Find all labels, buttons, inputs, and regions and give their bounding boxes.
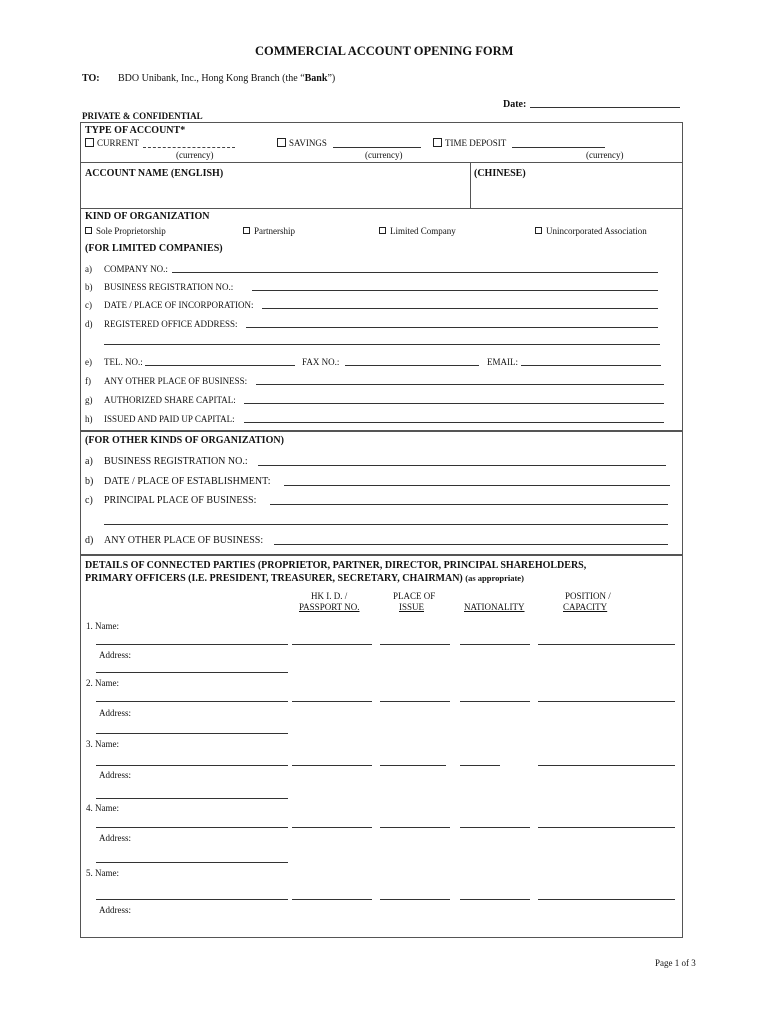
party-address-field[interactable] [96, 672, 288, 673]
item-letter: a) [85, 456, 93, 467]
party-issue-field[interactable] [380, 827, 450, 828]
item-letter: h) [85, 414, 93, 424]
party-position-field[interactable] [538, 899, 675, 900]
other-business-registration-label: BUSINESS REGISTRATION NO.: [104, 456, 248, 467]
party-number: 1. Name: [86, 621, 119, 631]
item-letter: b) [85, 476, 94, 487]
private-confidential: PRIVATE & CONFIDENTIAL [82, 111, 203, 121]
item-letter: c) [85, 495, 93, 506]
checkbox-icon[interactable] [277, 138, 286, 147]
party-address-field[interactable] [96, 733, 288, 734]
business-registration-field[interactable] [252, 290, 658, 291]
type-of-account-heading: TYPE OF ACCOUNT* [85, 125, 186, 136]
savings-option[interactable]: SAVINGS [277, 138, 327, 148]
checkbox-icon[interactable] [379, 227, 386, 234]
email-label: EMAIL: [487, 357, 518, 367]
other-place-field[interactable] [256, 384, 664, 385]
connected-parties-heading-1: DETAILS OF CONNECTED PARTIES (PROPRIETOR, PARTNER, DIRECTOR, PRINCIPAL SHAREHOLDERS, [85, 560, 587, 571]
party-nationality-field[interactable] [460, 899, 530, 900]
party-nationality-field[interactable] [460, 765, 500, 766]
date-field[interactable] [530, 107, 680, 108]
org-option-sole-proprietorship[interactable]: Sole Proprietorship [85, 226, 166, 236]
currency-caption: (currency) [176, 150, 214, 160]
currency-caption: (currency) [365, 150, 403, 160]
party-hkid-field[interactable] [292, 701, 372, 702]
email-field[interactable] [521, 365, 661, 366]
party-nationality-field[interactable] [460, 644, 530, 645]
other-business-place-field[interactable] [274, 544, 668, 545]
party-number: 4. Name: [86, 803, 119, 813]
business-registration-label: BUSINESS REGISTRATION NO.: [104, 282, 234, 292]
principal-place-field[interactable] [270, 504, 668, 505]
page-number: Page 1 of 3 [655, 958, 696, 968]
party-issue-field[interactable] [380, 644, 450, 645]
other-org-heading: (FOR OTHER KINDS OF ORGANIZATION) [85, 435, 284, 446]
party-address-field[interactable] [96, 862, 288, 863]
org-option-unincorporated[interactable]: Unincorporated Association [535, 226, 647, 236]
col-place-2: ISSUE [399, 602, 425, 612]
principal-place-field-2[interactable] [104, 524, 668, 525]
party-address-label: Address: [99, 708, 131, 718]
party-number: 3. Name: [86, 739, 119, 749]
registered-office-field-2[interactable] [104, 344, 660, 345]
divider [80, 208, 682, 209]
limited-companies-heading: (FOR LIMITED COMPANIES) [85, 243, 223, 254]
party-number: 5. Name: [86, 868, 119, 878]
establishment-label: DATE / PLACE OF ESTABLISHMENT: [104, 476, 271, 487]
party-position-field[interactable] [538, 644, 675, 645]
party-nationality-field[interactable] [460, 827, 530, 828]
item-letter: d) [85, 319, 93, 329]
fax-field[interactable] [345, 365, 479, 366]
checkbox-icon[interactable] [243, 227, 250, 234]
connected-parties-heading-2: PRIMARY OFFICERS (I.E. PRESIDENT, TREASURER, SECRETARY, CHAIRMAN) (as appropriate) [85, 573, 524, 584]
party-address-label: Address: [99, 905, 131, 915]
checkbox-icon[interactable] [85, 227, 92, 234]
col-place-1: PLACE OF [393, 591, 436, 601]
party-name-field[interactable] [96, 899, 288, 900]
current-option[interactable]: CURRENT [85, 138, 139, 148]
party-nationality-field[interactable] [460, 701, 530, 702]
time-deposit-currency-field[interactable] [512, 147, 605, 148]
company-no-label: COMPANY NO.: [104, 264, 168, 274]
party-number: 2. Name: [86, 678, 119, 688]
checkbox-icon[interactable] [535, 227, 542, 234]
account-name-chinese-label: (CHINESE) [474, 168, 526, 179]
tel-field[interactable] [145, 365, 295, 366]
item-letter: e) [85, 357, 92, 367]
item-letter: b) [85, 282, 93, 292]
checkbox-icon[interactable] [433, 138, 442, 147]
party-position-field[interactable] [538, 827, 675, 828]
item-letter: f) [85, 376, 91, 386]
authorized-capital-field[interactable] [244, 403, 664, 404]
col-hkid-1: HK I. D. / [311, 591, 348, 601]
savings-currency-field[interactable] [333, 147, 421, 148]
form-title: COMMERCIAL ACCOUNT OPENING FORM [255, 44, 514, 58]
party-hkid-field[interactable] [292, 827, 372, 828]
incorporation-label: DATE / PLACE OF INCORPORATION: [104, 300, 254, 310]
party-name-field[interactable] [96, 827, 288, 828]
current-currency-field[interactable] [143, 147, 235, 148]
party-name-field[interactable] [96, 644, 288, 645]
principal-place-label: PRINCIPAL PLACE OF BUSINESS: [104, 495, 257, 506]
checkbox-icon[interactable] [85, 138, 94, 147]
party-name-field[interactable] [96, 765, 288, 766]
party-hkid-field[interactable] [292, 644, 372, 645]
account-name-english-label: ACCOUNT NAME (ENGLISH) [85, 168, 224, 179]
org-option-limited-company[interactable]: Limited Company [379, 226, 456, 236]
issued-capital-label: ISSUED AND PAID UP CAPITAL: [104, 414, 235, 424]
to-addressee: BDO Unibank, Inc., Hong Kong Branch (the “Bank”) [118, 73, 336, 84]
party-hkid-field[interactable] [292, 765, 372, 766]
kind-of-organization-heading: KIND OF ORGANIZATION [85, 211, 210, 222]
other-business-place-label: ANY OTHER PLACE OF BUSINESS: [104, 535, 264, 546]
company-no-field[interactable] [172, 272, 658, 273]
item-letter: d) [85, 535, 94, 546]
col-nationality: NATIONALITY [464, 602, 525, 612]
party-address-label: Address: [99, 833, 131, 843]
item-letter: c) [85, 300, 92, 310]
col-position-1: POSITION / [565, 591, 611, 601]
party-position-field[interactable] [538, 701, 675, 702]
col-hkid-2: PASSPORT NO. [299, 602, 360, 612]
registered-office-label: REGISTERED OFFICE ADDRESS: [104, 319, 238, 329]
col-position-2: CAPACITY [563, 602, 608, 612]
incorporation-field[interactable] [262, 308, 658, 309]
party-address-label: Address: [99, 770, 131, 780]
party-name-field[interactable] [96, 701, 288, 702]
to-label: TO: [82, 73, 100, 84]
party-address-field[interactable] [96, 798, 288, 799]
party-issue-field[interactable] [380, 765, 446, 766]
currency-caption: (currency) [586, 150, 624, 160]
party-issue-field[interactable] [380, 899, 450, 900]
party-address-label: Address: [99, 650, 131, 660]
other-business-registration-field[interactable] [258, 465, 666, 466]
other-place-label: ANY OTHER PLACE OF BUSINESS: [104, 376, 248, 386]
tel-label: TEL. NO.: [104, 357, 143, 367]
registered-office-field[interactable] [246, 327, 658, 328]
authorized-capital-label: AUTHORIZED SHARE CAPITAL: [104, 395, 236, 405]
time-deposit-option[interactable]: TIME DEPOSIT [433, 138, 506, 148]
party-issue-field[interactable] [380, 701, 450, 702]
establishment-field[interactable] [284, 485, 670, 486]
item-letter: a) [85, 264, 92, 274]
issued-capital-field[interactable] [244, 422, 664, 423]
fax-label: FAX NO.: [302, 357, 340, 367]
org-option-partnership[interactable]: Partnership [243, 226, 295, 236]
divider [80, 162, 682, 163]
divider [470, 162, 471, 208]
party-hkid-field[interactable] [292, 899, 372, 900]
item-letter: g) [85, 395, 93, 405]
party-position-field[interactable] [538, 765, 675, 766]
date-label: Date: [503, 99, 527, 110]
